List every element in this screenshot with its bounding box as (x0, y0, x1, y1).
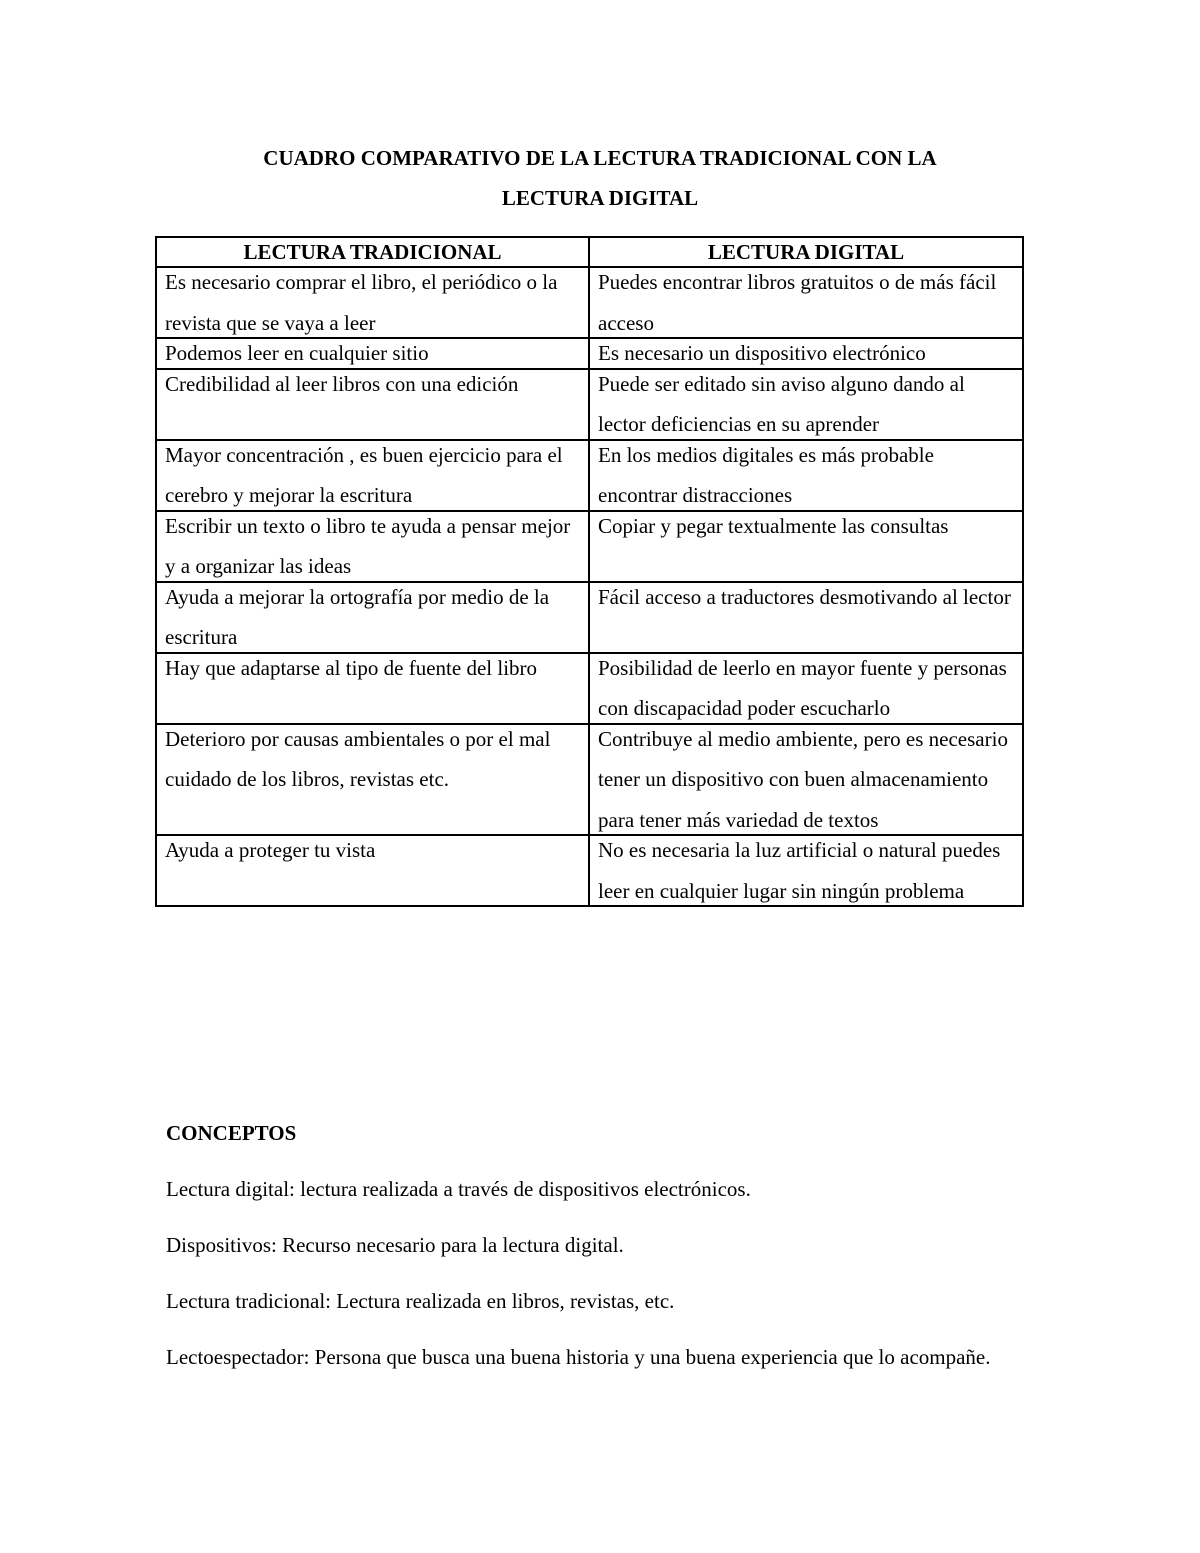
concept-item: Dispositivos: Recurso necesario para la lectura digital. (166, 1233, 624, 1257)
cell-digital: En los medios digitales es más probable encontrar distracciones (589, 440, 1023, 511)
document-title (0, 138, 1200, 218)
table-row (156, 511, 1023, 582)
concept-item: Lectura digital: lectura realizada a través de dispositivos electrónicos. (166, 1177, 751, 1201)
concepts-heading: CONCEPTOS (166, 1121, 297, 1145)
cell-traditional: Credibilidad al leer libros con una edición (156, 369, 589, 440)
cell-traditional: Ayuda a mejorar la ortografía por medio de la escritura (156, 582, 589, 653)
table-row (156, 724, 1023, 836)
concept-item: Lectoespectador: Persona que busca una buena historia y una buena experiencia que lo acompañe. (166, 1345, 991, 1369)
cell-traditional: Mayor concentración , es buen ejercicio para el cerebro y mejorar la escritura (156, 440, 589, 511)
title-line-2: LECTURA DIGITAL (501, 186, 699, 210)
header-digital: LECTURA DIGITAL (589, 237, 1023, 267)
cell-traditional: Deterioro por causas ambientales o por el mal cuidado de los libros, revistas etc. (156, 724, 589, 836)
cell-digital: Contribuye al medio ambiente, pero es necesario tener un dispositivo con buen almacenamiento para tener más variedad de textos (589, 724, 1023, 836)
cell-digital: Puedes encontrar libros gratuitos o de más fácil acceso (589, 267, 1023, 338)
cell-traditional: Escribir un texto o libro te ayuda a pensar mejor y a organizar las ideas (156, 511, 589, 582)
table-row (156, 369, 1023, 440)
cell-traditional: Es necesario comprar el libro, el periódico o la revista que se vaya a leer (156, 267, 589, 338)
cell-digital: Fácil acceso a traductores desmotivando al lector (589, 582, 1023, 653)
cell-traditional: Hay que adaptarse al tipo de fuente del libro (156, 653, 589, 724)
table-row (156, 582, 1023, 653)
cell-digital: Posibilidad de leerlo en mayor fuente y personas con discapacidad poder escucharlo (589, 653, 1023, 724)
cell-digital: Copiar y pegar textualmente las consultas (589, 511, 1023, 582)
table-row (156, 835, 1023, 906)
table-row (156, 440, 1023, 511)
cell-digital: Es necesario un dispositivo electrónico (589, 338, 1023, 369)
title-line-1: CUADRO COMPARATIVO DE LA LECTURA TRADICIONAL CON LA (263, 146, 937, 170)
cell-digital: Puede ser editado sin aviso alguno dando al lector deficiencias en su aprender (589, 369, 1023, 440)
cell-traditional: Podemos leer en cualquier sitio (156, 338, 589, 369)
concept-item: Lectura tradicional: Lectura realizada en libros, revistas, etc. (166, 1289, 675, 1313)
table-row (156, 267, 1023, 338)
header-traditional: LECTURA TRADICIONAL (156, 237, 589, 267)
cell-digital: No es necesaria la luz artificial o natural puedes leer en cualquier lugar sin ningún problema (589, 835, 1023, 906)
table-row (156, 653, 1023, 724)
concepts-section (166, 1113, 1046, 1393)
cell-traditional: Ayuda a proteger tu vista (156, 835, 589, 906)
comparison-table (155, 236, 1024, 907)
